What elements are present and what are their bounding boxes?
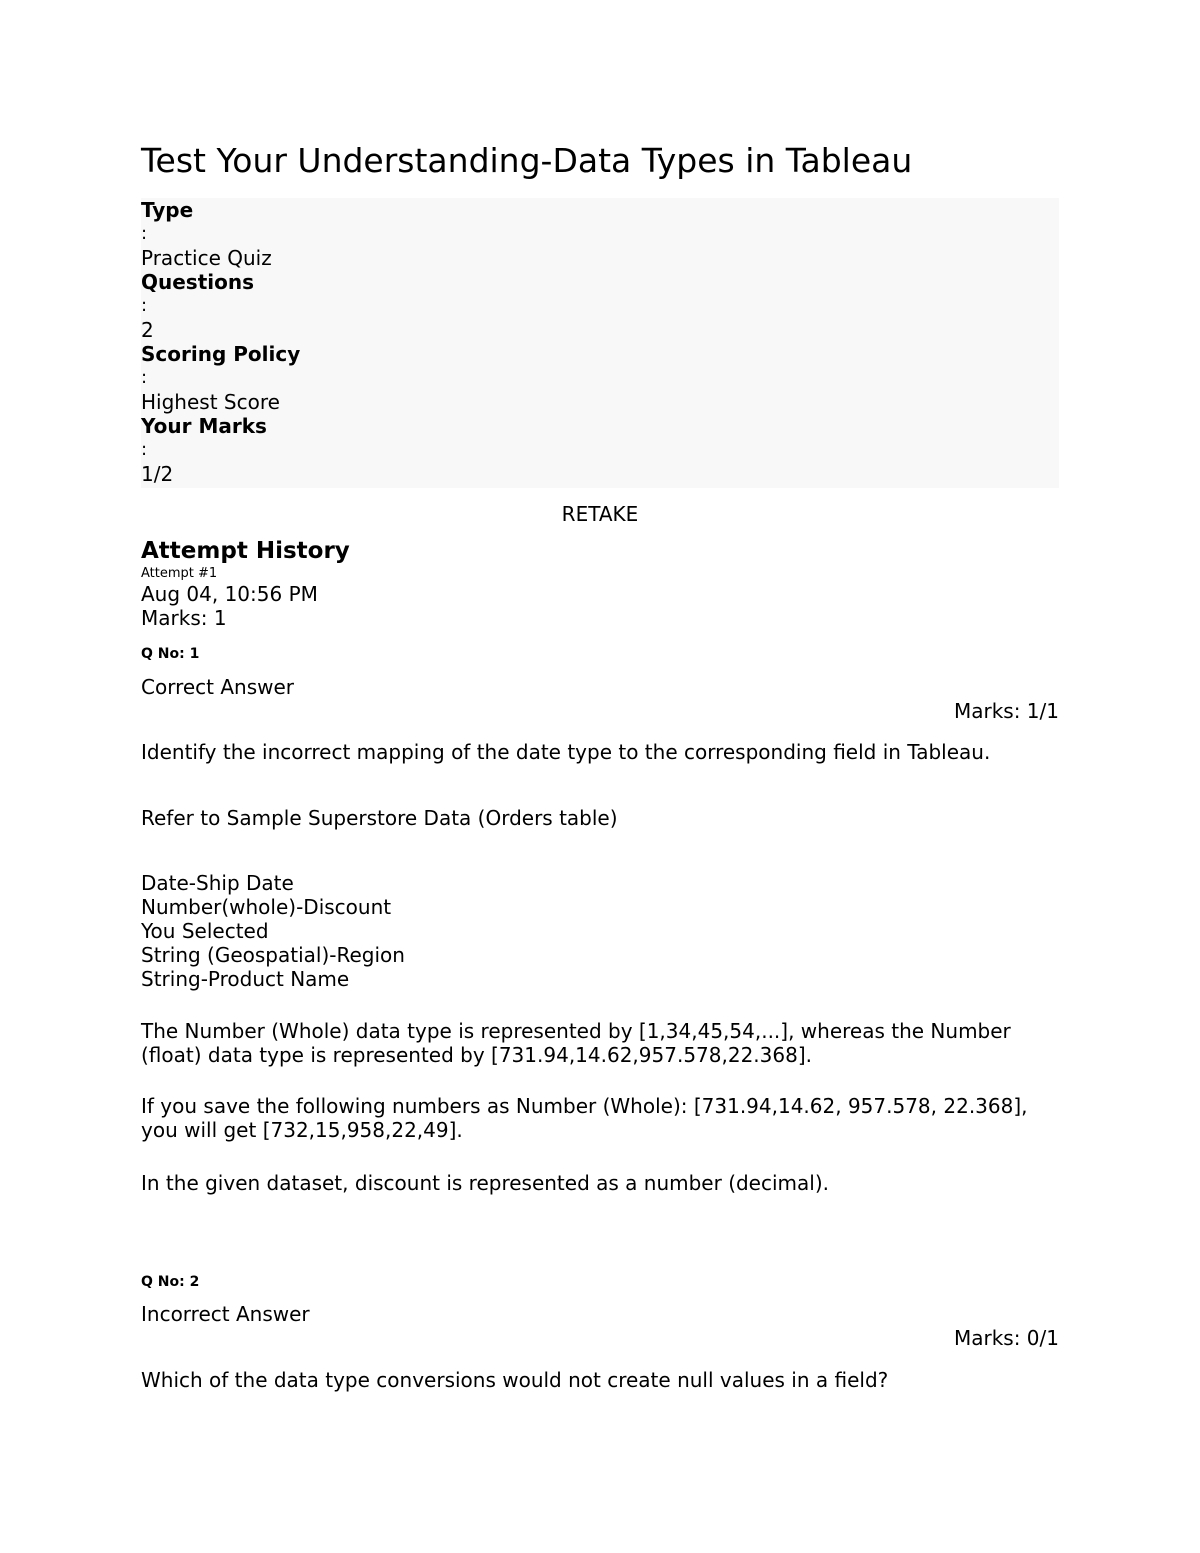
retake-button[interactable]: RETAKE xyxy=(141,502,1059,526)
explanation-paragraph: The Number (Whole) data type is represented by [1,34,45,54,...], whereas the Number (float) data type is represented by [731.94,14.62,957.578,22.368]. xyxy=(141,1019,1011,1067)
questions-colon: : xyxy=(141,295,148,316)
answer-option: String-Product Name xyxy=(141,967,350,991)
scoring-policy-value: Highest Score xyxy=(141,390,280,414)
answer-option: String (Geospatial)-Region xyxy=(141,943,405,967)
attempt-marks: Marks: 1 xyxy=(141,606,227,630)
scoring-policy-colon: : xyxy=(141,367,148,388)
question-marks: Marks: 0/1 xyxy=(953,1326,1059,1350)
question-number: Q No: 2 xyxy=(141,1274,200,1290)
selected-indicator: You Selected xyxy=(141,919,269,943)
explanation-paragraph: If you save the following numbers as Number (Whole): [731.94,14.62, 957.578, 22.368], you will get [732,15,958,22,49]. xyxy=(141,1094,1028,1142)
attempt-number: Attempt #1 xyxy=(141,566,218,581)
your-marks-label: Your Marks xyxy=(141,414,267,438)
your-marks-colon: : xyxy=(141,439,148,460)
scoring-policy-label: Scoring Policy xyxy=(141,342,301,366)
your-marks-value: 1/2 xyxy=(141,462,174,486)
quiz-info-panel xyxy=(141,198,1059,488)
question-marks: Marks: 1/1 xyxy=(953,699,1059,723)
answer-result: Incorrect Answer xyxy=(141,1302,310,1326)
answer-result: Correct Answer xyxy=(141,675,295,699)
type-value: Practice Quiz xyxy=(141,246,272,270)
page-title: Test Your Understanding-Data Types in Tableau xyxy=(141,141,913,180)
questions-label: Questions xyxy=(141,270,255,294)
answer-option: Date-Ship Date xyxy=(141,871,294,895)
question-reference: Refer to Sample Superstore Data (Orders table) xyxy=(141,806,618,830)
answer-option: Number(whole)-Discount xyxy=(141,895,392,919)
question-text: Which of the data type conversions would not create null values in a field? xyxy=(141,1368,889,1392)
question-number: Q No: 1 xyxy=(141,646,200,662)
questions-value: 2 xyxy=(141,318,154,342)
type-colon: : xyxy=(141,223,148,244)
attempt-history-heading: Attempt History xyxy=(141,538,350,564)
type-label: Type xyxy=(141,198,194,222)
attempt-date: Aug 04, 10:56 PM xyxy=(141,582,318,606)
explanation-paragraph: In the given dataset, discount is represented as a number (decimal). xyxy=(141,1171,829,1195)
question-text: Identify the incorrect mapping of the date type to the corresponding field in Tableau. xyxy=(141,740,991,764)
